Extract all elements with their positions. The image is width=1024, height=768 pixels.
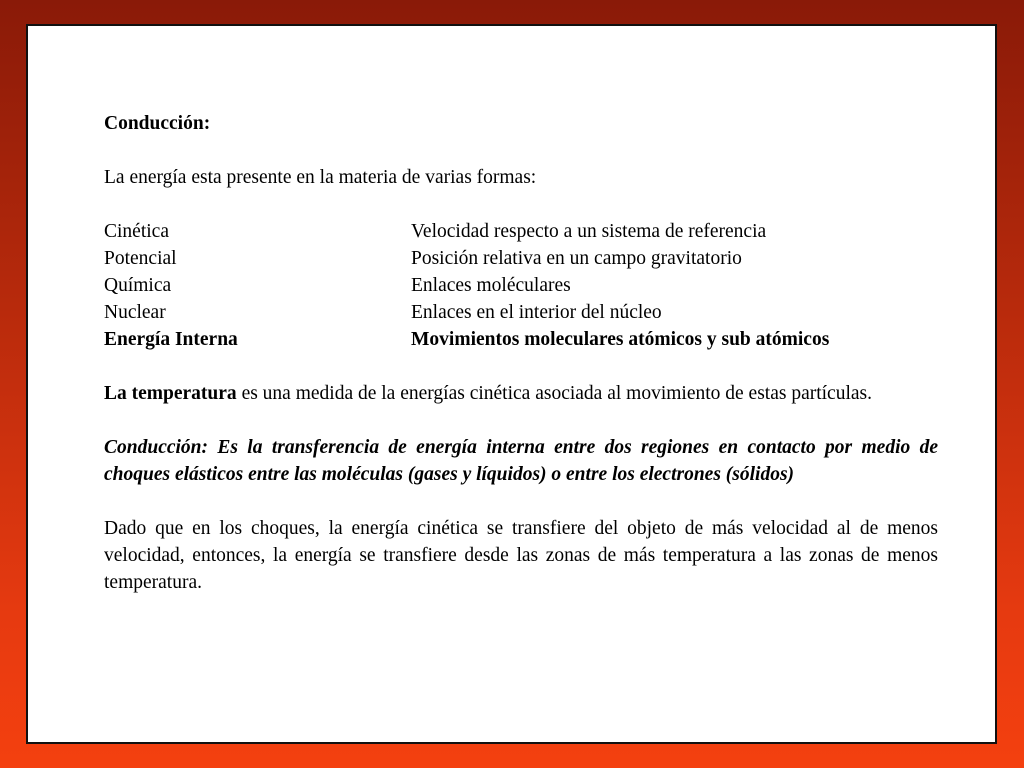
energy-form-name: Energía Interna — [104, 329, 238, 350]
energy-form-name: Cinética — [104, 221, 169, 242]
intro-text: La energía esta presente en la materia de varias formas: — [104, 167, 537, 188]
spacer — [104, 488, 938, 515]
slide-frame — [26, 24, 997, 744]
slide-title: Conducción: — [104, 113, 211, 134]
energy-form-row — [104, 299, 938, 326]
spacer — [104, 407, 938, 434]
energy-form-description: Enlaces moléculares — [411, 275, 571, 296]
energy-form-name: Nuclear — [104, 302, 166, 323]
energy-form-description: Enlaces en el interior del núcleo — [411, 302, 662, 323]
conclusion-paragraph: Dado que en los choques, la energía cinética se transfiere del objeto de más velocidad al de menos velocidad, entonces, la energía se transfiere desde las zonas de más temperatura a las zonas de menos temperatura. — [104, 518, 938, 593]
energy-form-description: Posición relativa en un campo gravitatorio — [411, 248, 742, 269]
energy-form-row — [104, 272, 938, 299]
slide-content — [104, 110, 938, 596]
spacer — [104, 137, 938, 164]
temperature-text: es una medida de la energías cinética asociada al movimiento de estas partículas. — [236, 383, 872, 404]
energy-form-description: Velocidad respecto a un sistema de referencia — [411, 221, 767, 242]
conduction-definition: Conducción: Es la transferencia de energía interna entre dos regiones en contacto por medio de choques elásticos entre las moléculas (gases y líquidos) o entre los electrones (sólidos) — [104, 437, 938, 485]
spacer — [104, 353, 938, 380]
energy-form-row-internal — [104, 326, 938, 353]
energy-form-row — [104, 218, 938, 245]
energy-form-name: Química — [104, 275, 172, 296]
energy-form-row — [104, 245, 938, 272]
spacer — [104, 191, 938, 218]
temperature-term: La temperatura — [104, 383, 237, 404]
temperature-paragraph — [104, 380, 938, 407]
energy-form-name: Potencial — [104, 248, 177, 269]
energy-form-description: Movimientos moleculares atómicos y sub atómicos — [411, 329, 830, 350]
